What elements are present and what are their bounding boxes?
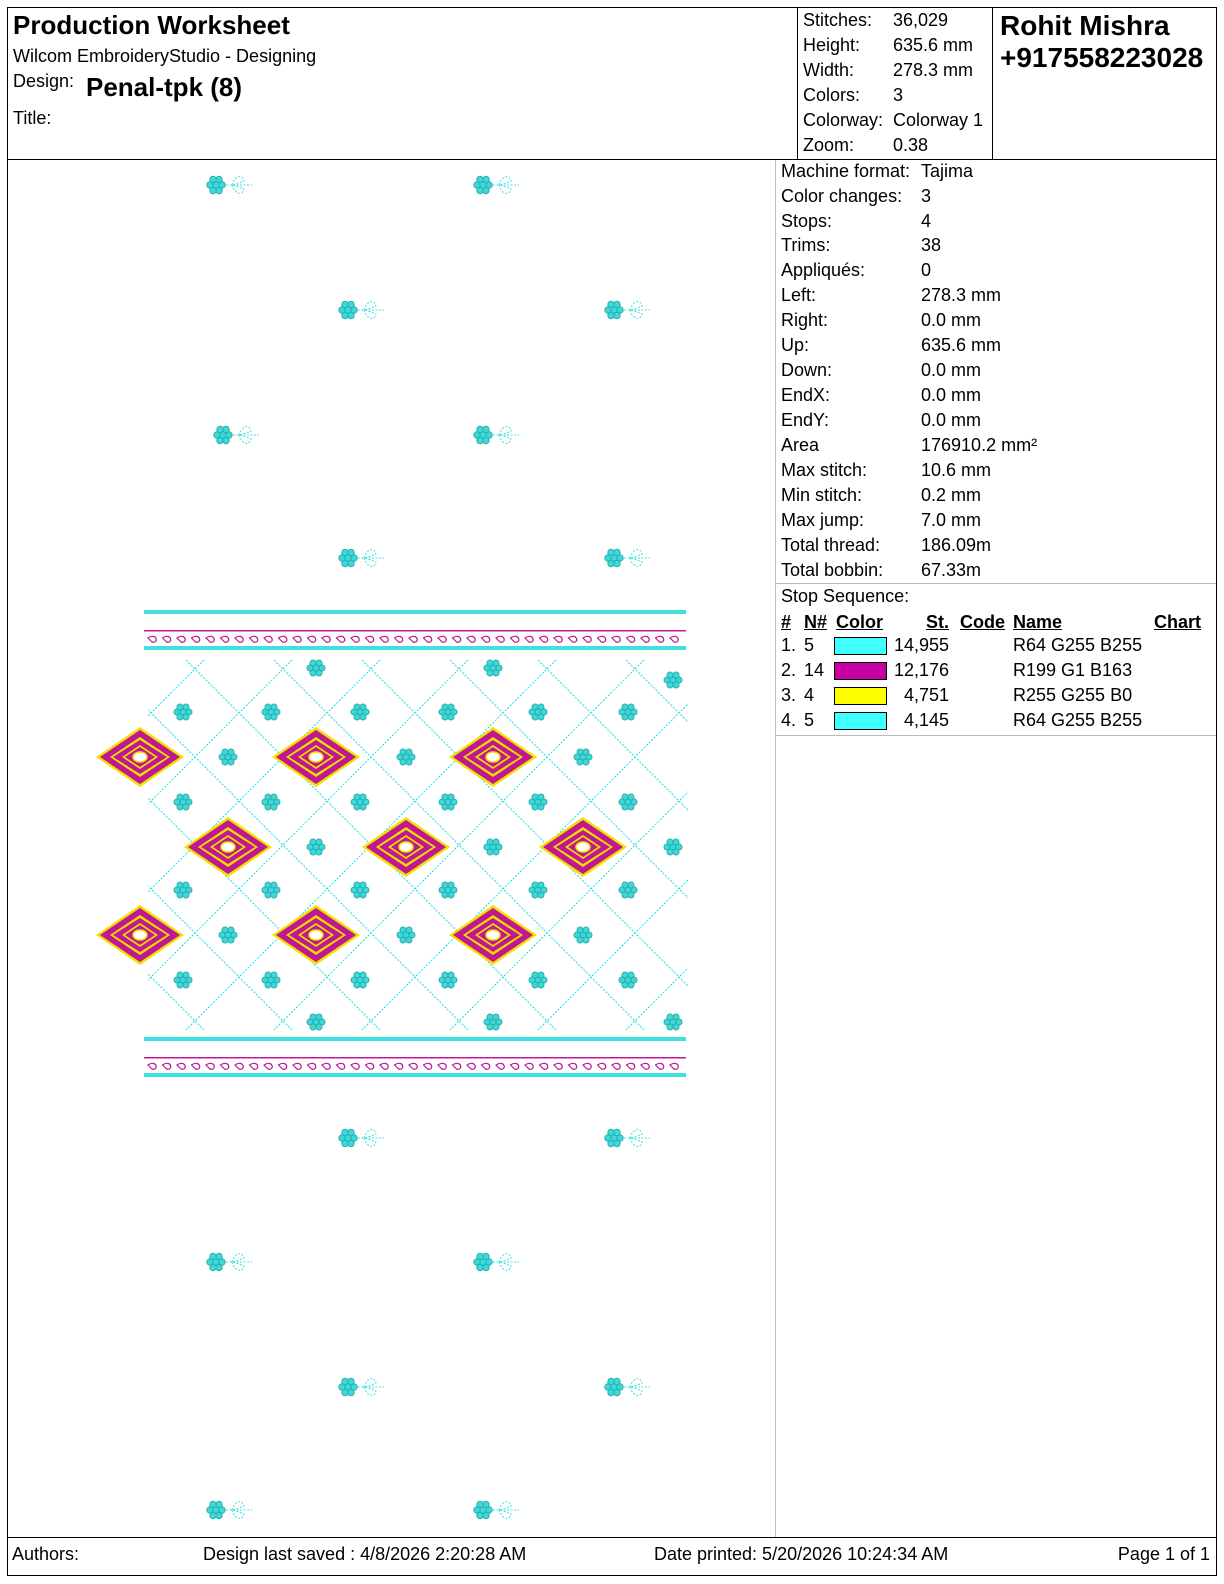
footer-page-number: Page 1 of 1 (1117, 1544, 1210, 1564)
info-label: Stops: (781, 211, 833, 231)
border-leaf (163, 1063, 171, 1069)
design-label: Design: (13, 71, 75, 91)
border-leaf (569, 1063, 577, 1069)
summary-value: 635.6 mm (893, 35, 974, 55)
border-leaf (627, 1063, 635, 1069)
border-leaf (467, 636, 475, 642)
border-leaf (424, 1063, 432, 1069)
summary-label: Colorway: (803, 110, 884, 130)
info-label: Machine format: (781, 161, 911, 181)
border-leaf (366, 1063, 374, 1069)
info-label: Total thread: (781, 535, 881, 555)
border-leaf (670, 636, 678, 642)
design-preview (8, 160, 776, 1537)
col-header-needle: N# (804, 612, 828, 632)
diamond-motif (539, 817, 627, 877)
row-needle: 5 (804, 710, 815, 730)
lattice-flower (262, 882, 280, 898)
lattice-flower (574, 749, 592, 765)
info-value: 10.6 mm (921, 460, 992, 480)
border-leaf (250, 1063, 258, 1069)
lattice-flower (351, 704, 369, 720)
lattice-flower (439, 972, 457, 988)
worksheet-title: Production Worksheet (13, 10, 290, 40)
diamond-motif (272, 727, 360, 787)
summary-value: 3 (893, 85, 904, 105)
summary-value: 0.38 (893, 135, 929, 155)
lattice-flower (397, 749, 415, 765)
row-num: 3. (781, 685, 797, 705)
lattice-flower (397, 927, 415, 943)
lattice-flower (664, 672, 682, 688)
flower-motif-icon (339, 549, 384, 566)
row-stitches: 12,176 (894, 660, 950, 680)
border-leaf (612, 636, 620, 642)
info-label: Appliqués: (781, 260, 866, 280)
lattice-flower (574, 927, 592, 943)
border-leaf (612, 1063, 620, 1069)
border-leaf (221, 1063, 229, 1069)
row-color-name: R199 G1 B163 (1013, 660, 1133, 680)
owner-panel (993, 8, 1216, 160)
flower-motif-icon (207, 1253, 252, 1270)
border-leaf (482, 1063, 490, 1069)
border-leaf (467, 1063, 475, 1069)
border-leaf (337, 636, 345, 642)
summary-label: Width: (803, 60, 855, 80)
border-leaf (583, 636, 591, 642)
border-leaf (177, 636, 185, 642)
info-label: Color changes: (781, 186, 903, 206)
flower-motif-icon (474, 176, 519, 193)
stop-sequence-table (776, 583, 1216, 736)
border-leaf (337, 1063, 345, 1069)
info-value: 38 (921, 235, 942, 255)
border-leaf (656, 636, 664, 642)
info-value: 186.09m (921, 535, 992, 555)
summary-label: Height: (803, 35, 861, 55)
lattice-flower (262, 794, 280, 810)
embroidery-artwork (8, 160, 775, 1537)
info-label: Trims: (781, 235, 831, 255)
color-swatch (834, 662, 887, 680)
lattice-flower (262, 704, 280, 720)
border-leaf (511, 636, 519, 642)
summary-value: Colorway 1 (893, 110, 984, 130)
design-name: Penal-tpk (8) (86, 72, 243, 102)
lattice-flower (529, 794, 547, 810)
col-header-name: Name (1013, 612, 1063, 632)
border-band (144, 610, 686, 650)
lattice-flower (619, 704, 637, 720)
lattice-flower (174, 794, 192, 810)
border-leaf (206, 1063, 214, 1069)
border-leaf (351, 1063, 359, 1069)
info-label: Area (781, 435, 820, 455)
info-value: 67.33m (921, 560, 982, 580)
border-leaf (409, 1063, 417, 1069)
border-leaf (395, 636, 403, 642)
lattice-flower (351, 972, 369, 988)
owner-name: Rohit Mishra (1000, 10, 1170, 41)
row-color-name: R64 G255 B255 (1013, 635, 1143, 655)
summary-panel (798, 8, 993, 160)
lattice-flower (619, 882, 637, 898)
border-leaf (308, 636, 316, 642)
lattice-flower (262, 972, 280, 988)
info-label: EndY: (781, 410, 830, 430)
lattice-flower (664, 839, 682, 855)
flower-motif-icon (339, 1378, 384, 1395)
lattice-flower (529, 882, 547, 898)
diamond-motif (96, 905, 184, 965)
row-stitches: 14,955 (894, 635, 950, 655)
col-header-color: Color (836, 612, 883, 632)
border-leaf (192, 636, 200, 642)
lattice-flower (219, 749, 237, 765)
lattice-flower (307, 1014, 325, 1030)
info-label: Left: (781, 285, 817, 305)
info-label: Down: (781, 360, 833, 380)
lattice-flower (439, 882, 457, 898)
footer (8, 1537, 1216, 1577)
summary-label: Colors: (803, 85, 861, 105)
lattice-flower (351, 882, 369, 898)
border-leaf (177, 1063, 185, 1069)
border-leaf (540, 636, 548, 642)
summary-label: Zoom: (803, 135, 855, 155)
flower-motif-icon (605, 549, 650, 566)
border-leaf (511, 1063, 519, 1069)
info-value: Tajima (921, 161, 974, 181)
diamond-motif (184, 817, 272, 877)
border-leaf (438, 1063, 446, 1069)
flower-motif-icon (339, 301, 384, 318)
border-leaf (438, 636, 446, 642)
border-leaf (192, 1063, 200, 1069)
lattice-flower (307, 839, 325, 855)
row-needle: 5 (804, 635, 815, 655)
info-value: 0.2 mm (921, 485, 982, 505)
owner-phone: +917558223028 (1000, 42, 1204, 73)
info-label: Max stitch: (781, 460, 868, 480)
footer-authors: Authors: (12, 1544, 80, 1564)
border-leaf (496, 1063, 504, 1069)
flower-motif-icon (474, 426, 519, 443)
row-color-name: R64 G255 B255 (1013, 710, 1143, 730)
border-leaf (598, 636, 606, 642)
stop-sequence-title: Stop Sequence: (781, 586, 910, 606)
border-leaf (525, 636, 533, 642)
color-swatch (834, 712, 887, 730)
border-leaf (351, 636, 359, 642)
border-leaf (482, 636, 490, 642)
border-leaf (366, 636, 374, 642)
border-leaf (525, 1063, 533, 1069)
diamond-motif (449, 727, 537, 787)
border-leaf (308, 1063, 316, 1069)
border-leaf (627, 636, 635, 642)
flower-motif-icon (605, 1378, 650, 1395)
border-leaf (409, 636, 417, 642)
row-num: 4. (781, 710, 797, 730)
flower-motif-icon (207, 1501, 252, 1518)
info-value: 4 (921, 211, 932, 231)
info-value: 278.3 mm (921, 285, 1002, 305)
border-leaf (453, 1063, 461, 1069)
lattice-flower (174, 972, 192, 988)
row-num: 1. (781, 635, 797, 655)
lattice-flower (219, 927, 237, 943)
border-leaf (293, 1063, 301, 1069)
info-value: 3 (921, 186, 932, 206)
border-leaf (279, 1063, 287, 1069)
border-leaf (583, 1063, 591, 1069)
col-header-stitches: St. (926, 612, 950, 632)
row-color-name: R255 G255 B0 (1013, 685, 1133, 705)
info-label: Max jump: (781, 510, 865, 530)
border-leaf (670, 1063, 678, 1069)
lattice-flower (619, 972, 637, 988)
row-needle: 4 (804, 685, 815, 705)
border-leaf (148, 636, 156, 642)
flower-motif-icon (474, 1253, 519, 1270)
row-num: 2. (781, 660, 797, 680)
info-label: Min stitch: (781, 485, 863, 505)
border-leaf (380, 636, 388, 642)
info-value: 0.0 mm (921, 385, 982, 405)
border-leaf (206, 636, 214, 642)
info-label: EndX: (781, 385, 831, 405)
border-leaf (554, 636, 562, 642)
border-leaf (148, 1063, 156, 1069)
border-leaf (540, 1063, 548, 1069)
lattice-flower (664, 1014, 682, 1030)
border-leaf (395, 1063, 403, 1069)
lattice-flower (484, 839, 502, 855)
diamond-motif (96, 727, 184, 787)
border-leaf (569, 636, 577, 642)
color-swatch (834, 637, 887, 655)
border-leaf (264, 636, 272, 642)
flower-motif-icon (474, 1501, 519, 1518)
border-leaf (380, 1063, 388, 1069)
border-leaf (322, 636, 330, 642)
border-leaf (554, 1063, 562, 1069)
border-leaf (424, 636, 432, 642)
border-leaf (656, 1063, 664, 1069)
info-value: 0.0 mm (921, 310, 982, 330)
lattice-flower (529, 972, 547, 988)
footer-last-saved: Design last saved : 4/8/2026 2:20:28 AM (203, 1544, 527, 1564)
border-leaf (293, 636, 301, 642)
col-header-chart: Chart (1154, 612, 1202, 632)
diamond-motif (449, 905, 537, 965)
border-band (144, 1037, 686, 1077)
row-needle: 14 (804, 660, 825, 680)
row-stitches: 4,751 (904, 685, 950, 705)
lattice-flower (439, 794, 457, 810)
info-value: 7.0 mm (921, 510, 982, 530)
owner-info (1000, 10, 1203, 74)
border-leaf (598, 1063, 606, 1069)
row-stitches: 4,145 (904, 710, 950, 730)
info-label: Total bobbin: (781, 560, 884, 580)
border-leaf (453, 636, 461, 642)
diamond-motif (362, 817, 450, 877)
border-leaf (641, 1063, 649, 1069)
info-label: Up: (781, 335, 810, 355)
border-leaf (279, 636, 287, 642)
border-leaf (250, 636, 258, 642)
border-leaf (221, 636, 229, 642)
border-leaf (235, 636, 243, 642)
border-leaf (322, 1063, 330, 1069)
flower-motif-icon (605, 301, 650, 318)
flower-motif-icon (339, 1129, 384, 1146)
lattice-flower (439, 704, 457, 720)
footer-date-printed: Date printed: 5/20/2026 10:24:34 AM (654, 1544, 949, 1564)
software-name: Wilcom EmbroideryStudio - Designing (13, 46, 317, 66)
info-value: 0.0 mm (921, 360, 982, 380)
border-leaf (496, 636, 504, 642)
lattice-flower (484, 1014, 502, 1030)
flower-motif-icon (605, 1129, 650, 1146)
lattice-flower (619, 794, 637, 810)
lattice-flower (174, 882, 192, 898)
color-swatch (834, 687, 887, 705)
info-value: 635.6 mm (921, 335, 1002, 355)
flower-motif-icon (207, 176, 252, 193)
col-header-code: Code (960, 612, 1005, 632)
info-label: Right: (781, 310, 829, 330)
border-leaf (641, 636, 649, 642)
summary-value: 36,029 (893, 10, 949, 30)
col-header-num: # (781, 612, 792, 632)
lattice-flower (484, 660, 502, 676)
border-leaf (235, 1063, 243, 1069)
border-leaf (264, 1063, 272, 1069)
info-value: 176910.2 mm² (921, 435, 1038, 455)
summary-label: Stitches: (803, 10, 873, 30)
border-leaf (163, 636, 171, 642)
info-value: 0 (921, 260, 932, 280)
flower-motif-icon (214, 426, 259, 443)
summary-value: 278.3 mm (893, 60, 974, 80)
title-label: Title: (13, 108, 52, 128)
lattice-flower (307, 660, 325, 676)
header-left (8, 8, 798, 160)
diamond-motif (272, 905, 360, 965)
info-value: 0.0 mm (921, 410, 982, 430)
lattice-flower (174, 704, 192, 720)
worksheet (7, 7, 1217, 1576)
lattice-flower (351, 794, 369, 810)
lattice-flower (529, 704, 547, 720)
